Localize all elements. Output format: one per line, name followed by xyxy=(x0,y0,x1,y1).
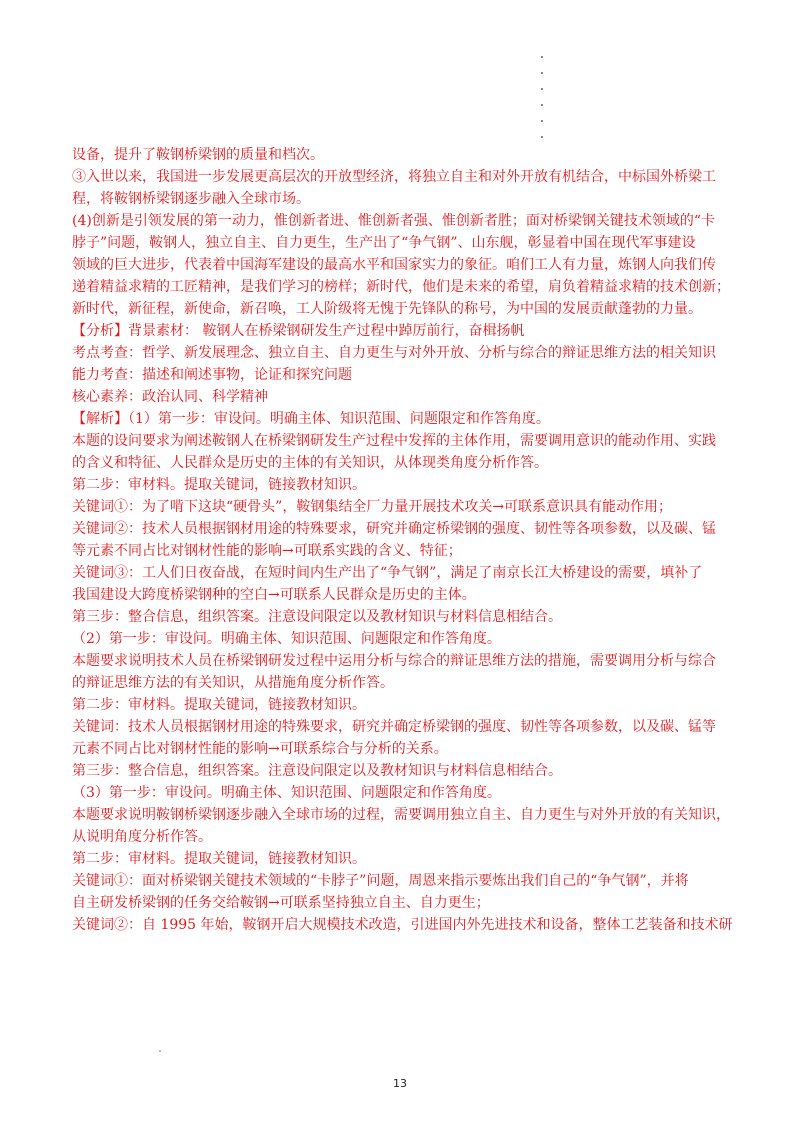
text-line: 关键词①：面对桥梁钢关键技术领域的“卡脖子”问题，周恩来指示要炼出我们自己的“争气钢”，并将 xyxy=(72,873,689,889)
text-line: （2）第一步：审设问。明确主体、知识范围、问题限定和作答角度。 xyxy=(72,631,501,647)
text-line: ③入世以来，我国进一步发展更高层次的开放型经济，将独立自主和对外开放有机结合，中标国外桥梁工 xyxy=(72,169,716,185)
text-line: 的含义和特征、人民群众是历史的主体的有关知识，从体现类角度分析作答。 xyxy=(72,455,548,471)
text-line: 【分析】背景素材： 鞍钢人在桥梁钢研发生产过程中踔厉前行，奋楫扬帆 xyxy=(72,323,525,339)
text-line: 脖子”问题，鞍钢人，独立自主、自力更生，生产出了“争气钢”、山东舰，彰显着中国在现代军事建设 xyxy=(72,235,696,251)
text-line: 第二步：审材料。提取关键词，链接教材知识。 xyxy=(72,851,366,867)
page-body xyxy=(72,144,738,936)
text-line: （3）第一步：审设问。明确主体、知识范围、问题限定和作答角度。 xyxy=(72,785,501,801)
text-line: 程，将鞍钢桥梁钢逐步融入全球市场。 xyxy=(72,191,310,207)
text-line: 能力考查：描述和阐述事物，论证和探究问题 xyxy=(72,367,352,383)
text-line: 考点考查：哲学、新发展理念、独立自主、自力更生与对外开放、分析与综合的辩证思维方法的相关知识 xyxy=(72,345,716,361)
text-line: 第二步：审材料。提取关键词，链接教材知识。 xyxy=(72,477,366,493)
text-line: 第三步：整合信息，组织答案。注意设问限定以及教材知识与材料信息相结合。 xyxy=(72,763,562,779)
text-line: 本题的设问要求为阐述鞍钢人在桥梁钢研发生产过程中发挥的主体作用，需要调用意识的能动作用、实践 xyxy=(72,433,716,449)
text-line: 自主研发桥梁钢的任务交给鞍钢→可联系坚持独立自主、自力更生； xyxy=(72,895,490,911)
text-line: 关键词③：工人们日夜奋战，在短时间内生产出了“争气钢”，满足了南京长江大桥建设的需要，填补了 xyxy=(72,565,703,581)
text-line: 递着精益求精的工匠精神，是我们学习的榜样；新时代，他们是未来的希望，肩负着精益求精的技术创新； xyxy=(72,279,730,295)
text-line: 领域的巨大进步，代表着中国海军建设的最高水平和国家实力的象征。咱们工人有力量，炼钢人向我们传 xyxy=(72,257,716,273)
text-line: 关键词：技术人员根据钢材用途的特殊要求，研究并确定桥梁钢的强度、韧性等各项参数，以及碳、锰等 xyxy=(72,719,716,735)
stray-dot xyxy=(159,1050,161,1052)
text-line: 第三步：整合信息，组织答案。注意设问限定以及教材知识与材料信息相结合。 xyxy=(72,609,562,625)
text-line: 设备，提升了鞍钢桥梁钢的质量和档次。 xyxy=(72,147,324,163)
page-number: 13 xyxy=(393,1077,407,1090)
text-line: 核心素养：政治认同、科学精神 xyxy=(72,389,268,405)
text-line: 本题要求说明鞍钢桥梁钢逐步融入全球市场的过程，需要调用独立自主、自力更生与对外开放的有关知识， xyxy=(72,807,730,823)
text-line: 【解析】（1）第一步：审设问。明确主体、知识范围、问题限定和作答角度。 xyxy=(72,411,550,427)
margin-dots xyxy=(541,56,547,152)
text-line: 本题要求说明技术人员在桥梁钢研发过程中运用分析与综合的辩证思维方法的措施，需要调用分析与综合 xyxy=(72,653,716,669)
text-line: 从说明角度分析作答。 xyxy=(72,829,212,845)
text-line: 元素不同占比对钢材性能的影响→可联系综合与分析的关系。 xyxy=(72,741,448,757)
text-line: 关键词①：为了啃下这块“硬骨头”，鞍钢集结全厂力量开展技术攻关→可联系意识具有能动作用； xyxy=(72,499,673,515)
text-line: 关键词②：自 1995 年始，鞍钢开启大规模技术改造，引进国内外先进技术和设备，整体工艺装备和技术研 xyxy=(72,917,733,933)
text-line: 新时代，新征程，新使命，新召唤，工人阶级将无愧于先锋队的称号，为中国的发展贡献蓬勃的力量。 xyxy=(72,301,702,317)
text-line: (4)创新是引领发展的第一动力，惟创新者进、惟创新者强、惟创新者胜；面对桥梁钢关键技术领域的“卡 xyxy=(72,213,715,229)
text-line: 我国建设大跨度桥梁钢种的空白→可联系人民群众是历史的主体。 xyxy=(72,587,476,603)
text-line: 关键词②：技术人员根据钢材用途的特殊要求，研究并确定桥梁钢的强度、韧性等各项参数，以及碳、锰 xyxy=(72,521,716,537)
text-line: 的辩证思维方法的有关知识，从措施角度分析作答。 xyxy=(72,675,394,691)
text-line: 第二步：审材料。提取关键词，链接教材知识。 xyxy=(72,697,366,713)
text-line: 等元素不同占比对钢材性能的影响→可联系实践的含义、特征； xyxy=(72,543,462,559)
